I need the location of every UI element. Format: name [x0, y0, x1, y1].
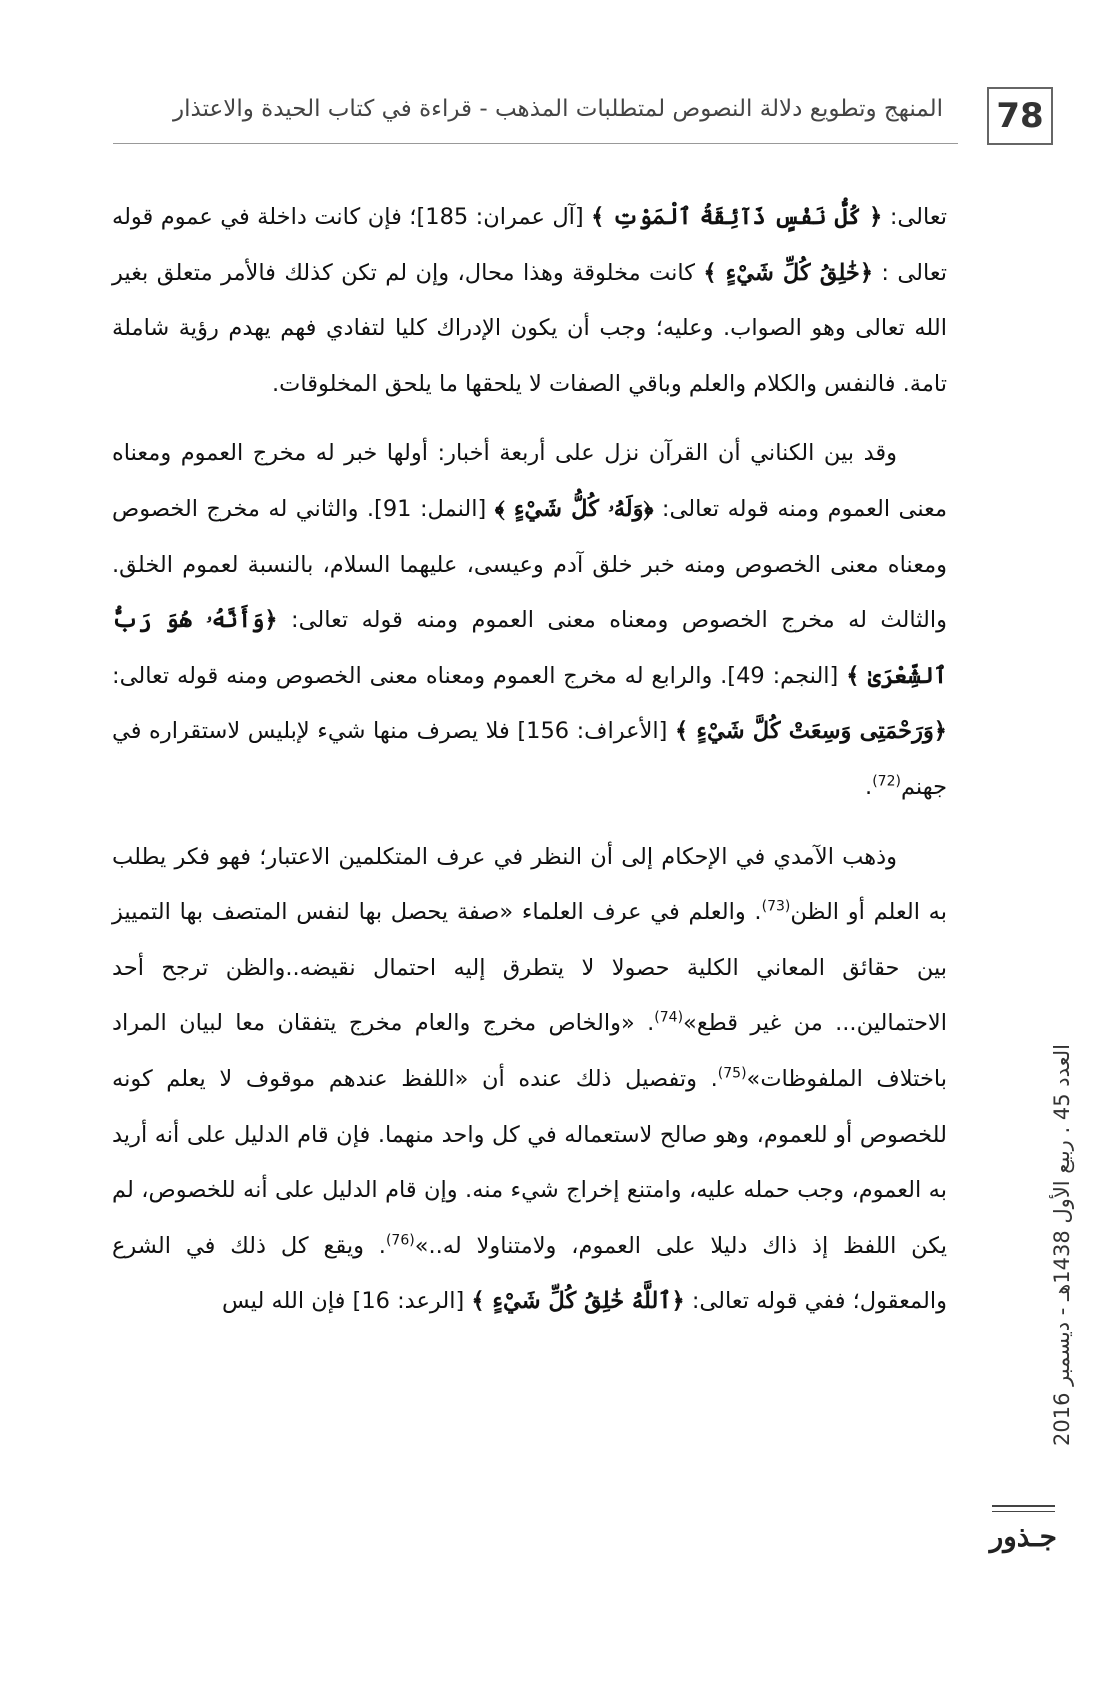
text-run: . وتفصيل ذلك عنده أن «اللفظ عندهم موقوف لا يعلم كونه للخصوص أو للعموم، وهو صالح لاستعماله في كل واحد منهما. فإن قام الدليل على أنه أريد به العموم، وجب حمله عليه، وامتنع إخراج شيء منه. وإن قام الدليل على أنه للخصوص، لم يكن اللفظ إذ ذاك دليلا على العموم، ولامتناولا له..» [112, 1065, 947, 1259]
paragraph-1 [112, 190, 947, 412]
page-number-box [987, 87, 1053, 145]
footnote-ref: (72) [872, 773, 901, 790]
quran-verse: ﴿وَرَحْمَتِى وَسِعَتْ كُلَّ شَيْءٍ ﴾ [675, 718, 947, 745]
running-header: المنهج وتطويع دلالة النصوص لمتطلبات المذهب - قراءة في كتاب الحيدة والاعتذار [173, 96, 943, 122]
footnote-ref: (76) [385, 1232, 415, 1249]
text-run: تعالى: [882, 204, 947, 230]
text-run: . [865, 773, 873, 800]
page-number: 78 [996, 96, 1044, 136]
header-divider [113, 143, 958, 144]
quran-verse: ﴿ كُلُّ نَفْسٍ ذَآئِقَةُ ٱلْمَوْتِ ﴾ [591, 204, 883, 230]
footnote-ref: (74) [654, 1009, 684, 1026]
quran-verse: ﴿وَأَنَّهُۥ هُوَ رَبُّ ٱلشِّعْرَىٰ ﴾ [112, 607, 948, 689]
text-run: . «والخاص مخرج والعام مخرج يتفقان معا لبيان المراد باختلاف الملفوظات» [112, 1010, 947, 1092]
text-run: [النجم: 49]. والرابع له مخرج العموم ومعناه معنى الخصوص ومنه قوله تعالى: [112, 662, 847, 689]
text-run: [الأعراف: 156] فلا يصرف منها شيء لإبليس لاستقراره في جهنم [112, 718, 947, 800]
issue-info: العدد 45 . ربيع الأول 1438هـ - ديسمبر 2016 [1050, 1044, 1074, 1446]
text-run: [الرعد: 16] فإن الله ليس [221, 1288, 472, 1315]
text-run: [آل عمران: 185]؛ فإن كانت داخلة في عموم قوله تعالى : [112, 204, 947, 286]
text-run: وقد بين الكناني أن القرآن نزل على أربعة أخبار: أولها خبر له مخرج العموم ومعناه معنى العموم ومنه قوله تعالى: [112, 440, 948, 522]
quran-verse: ﴿ٱللَّهُ خَٰلِقُ كُلِّ شَيْءٍ ﴾ [471, 1288, 685, 1315]
footnote-ref: (73) [761, 898, 791, 915]
text-run: . ويقع كل ذلك في الشرع والمعقول؛ ففي قوله تعالى: [112, 1232, 947, 1315]
paragraph-3 [112, 830, 947, 1330]
text-run: . والعلم في عرف العلماء «صفة يحصل بها لنفس المتصف بها التمييز بين حقائق المعاني الكلية حصولا لا يتطرق إليه احتمال نقيضه..والظن ترجح أحد الاحتمالين... من غير قطع» [112, 899, 947, 1037]
quran-verse: ﴿وَلَهُۥ كُلُّ شَيْءٍ ﴾ [494, 495, 654, 522]
journal-logo: جـذور [989, 1520, 1057, 1553]
text-run: وذهب الآمدي في الإحكام إلى أن النظر في عرف المتكلمين الاعتبار؛ فهو فكر يطلب به العلم أو الظن [112, 843, 947, 926]
footnote-ref: (75) [717, 1065, 747, 1082]
sidebar-rule [992, 1511, 1055, 1512]
quran-verse: ﴿خَٰلِقُ كُلِّ شَيْءٍ ﴾ [703, 259, 874, 286]
text-run: [النمل: 91]. والثاني له مخرج الخصوص ومعناه معنى الخصوص ومنه خبر خلق آدم وعيسى، عليهما السلام، بالنسبة لعموم الخلق. والثالث له مخرج الخصوص ومعناه معنى العموم ومنه قوله تعالى: [112, 495, 947, 634]
paragraph-2 [112, 426, 947, 815]
text-run: كانت مخلوقة وهذا محال، وإن لم تكن كذلك فالأمر متعلق بغير الله تعالى وهو الصواب. وعليه؛ وجب أن يكون الإدراك كليا لتفادي فهم يهدم رؤية شاملة تامة. فالنفس والكلام والعلم وباقي الصفات لا يلحقها ما يلحق المخلوقات. [112, 259, 947, 397]
sidebar-rule [992, 1505, 1055, 1507]
article-body [112, 190, 947, 1330]
